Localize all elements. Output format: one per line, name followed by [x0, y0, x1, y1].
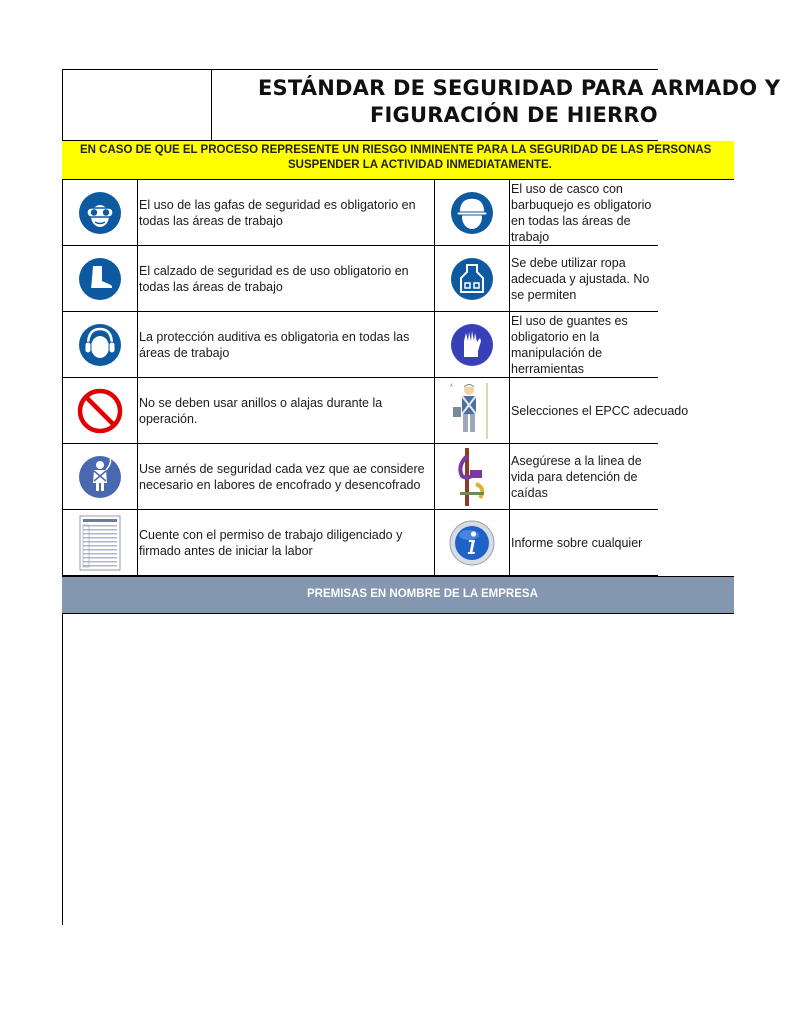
rule-text: El uso de casco con barbuquejo es obligatorio en todas las áreas de trabajo: [511, 181, 652, 244]
lifeline-icon: [434, 444, 510, 509]
rule-text: Se debe utilizar ropa adecuada y ajustada. No se permiten: [511, 255, 650, 302]
rule-row: [62, 180, 658, 246]
gloves-icon: [434, 312, 510, 377]
prohibited-icon: [62, 378, 138, 443]
warning-line-1: EN CASO DE QUE EL PROCESO REPRESENTE UN RIESGO INMINENTE PARA LA SEGURIDAD DE LAS PERSONAS: [80, 144, 712, 156]
rule-text: Use arnés de seguridad cada vez que ae considere necesario en labores de encofrado y desencofrado: [139, 461, 425, 492]
safety-goggles-icon: [62, 180, 138, 245]
rule-text: El calzado de seguridad es de uso obligatorio en todas las áreas de trabajo: [139, 263, 409, 294]
rule-row: [62, 444, 658, 510]
rule-text: No se deben usar anillos o alajas durante la operación.: [139, 395, 383, 426]
svg-text:A: A: [450, 382, 453, 388]
rule-text: El uso de las gafas de seguridad es obligatorio en todas las áreas de trabajo: [139, 197, 416, 228]
rule-text: Asegúrese a la linea de vida para detención de caídas: [511, 453, 642, 500]
rule-row: [62, 378, 689, 444]
rule-row: [62, 246, 658, 312]
warning-line-2: SUSPENDER LA ACTIVIDAD INMEDIATAMENTE.: [288, 159, 552, 171]
rule-row: [62, 312, 658, 378]
hard-hat-icon: [434, 180, 510, 245]
logo-cell: [62, 69, 212, 140]
title-line-2: FIGURACIÓN DE HIERRO: [370, 103, 658, 127]
rule-text: Informe sobre cualquier: [511, 535, 643, 550]
work-permit-form-icon: [62, 510, 138, 575]
apron-icon: [434, 246, 510, 311]
harness-worker-icon: [434, 378, 510, 443]
title-line-1: ESTÁNDAR DE SEGURIDAD PARA ARMADO Y: [258, 76, 781, 100]
header: [62, 69, 781, 141]
rule-text: Selecciones el EPCC adecuado: [511, 403, 689, 418]
safety-boot-icon: [62, 246, 138, 311]
premisas-label: PREMISAS EN NOMBRE DE LA EMPRESA: [307, 588, 538, 600]
harness-icon: [62, 444, 138, 509]
rule-row: [62, 510, 658, 576]
warning-banner: [62, 141, 734, 180]
rule-text: El uso de guantes es obligatorio en la manipulación de herramientas: [511, 313, 628, 376]
premisas-bar: [62, 576, 734, 614]
title-cell: [212, 69, 812, 140]
info-icon: [434, 510, 510, 575]
ear-protection-icon: [62, 312, 138, 377]
rules-grid: [62, 180, 689, 576]
rule-text: Cuente con el permiso de trabajo diligenciado y firmado antes de iniciar la labor: [139, 527, 403, 558]
rule-text: La protección auditiva es obligatoria en todas las áreas de trabajo: [139, 329, 410, 360]
